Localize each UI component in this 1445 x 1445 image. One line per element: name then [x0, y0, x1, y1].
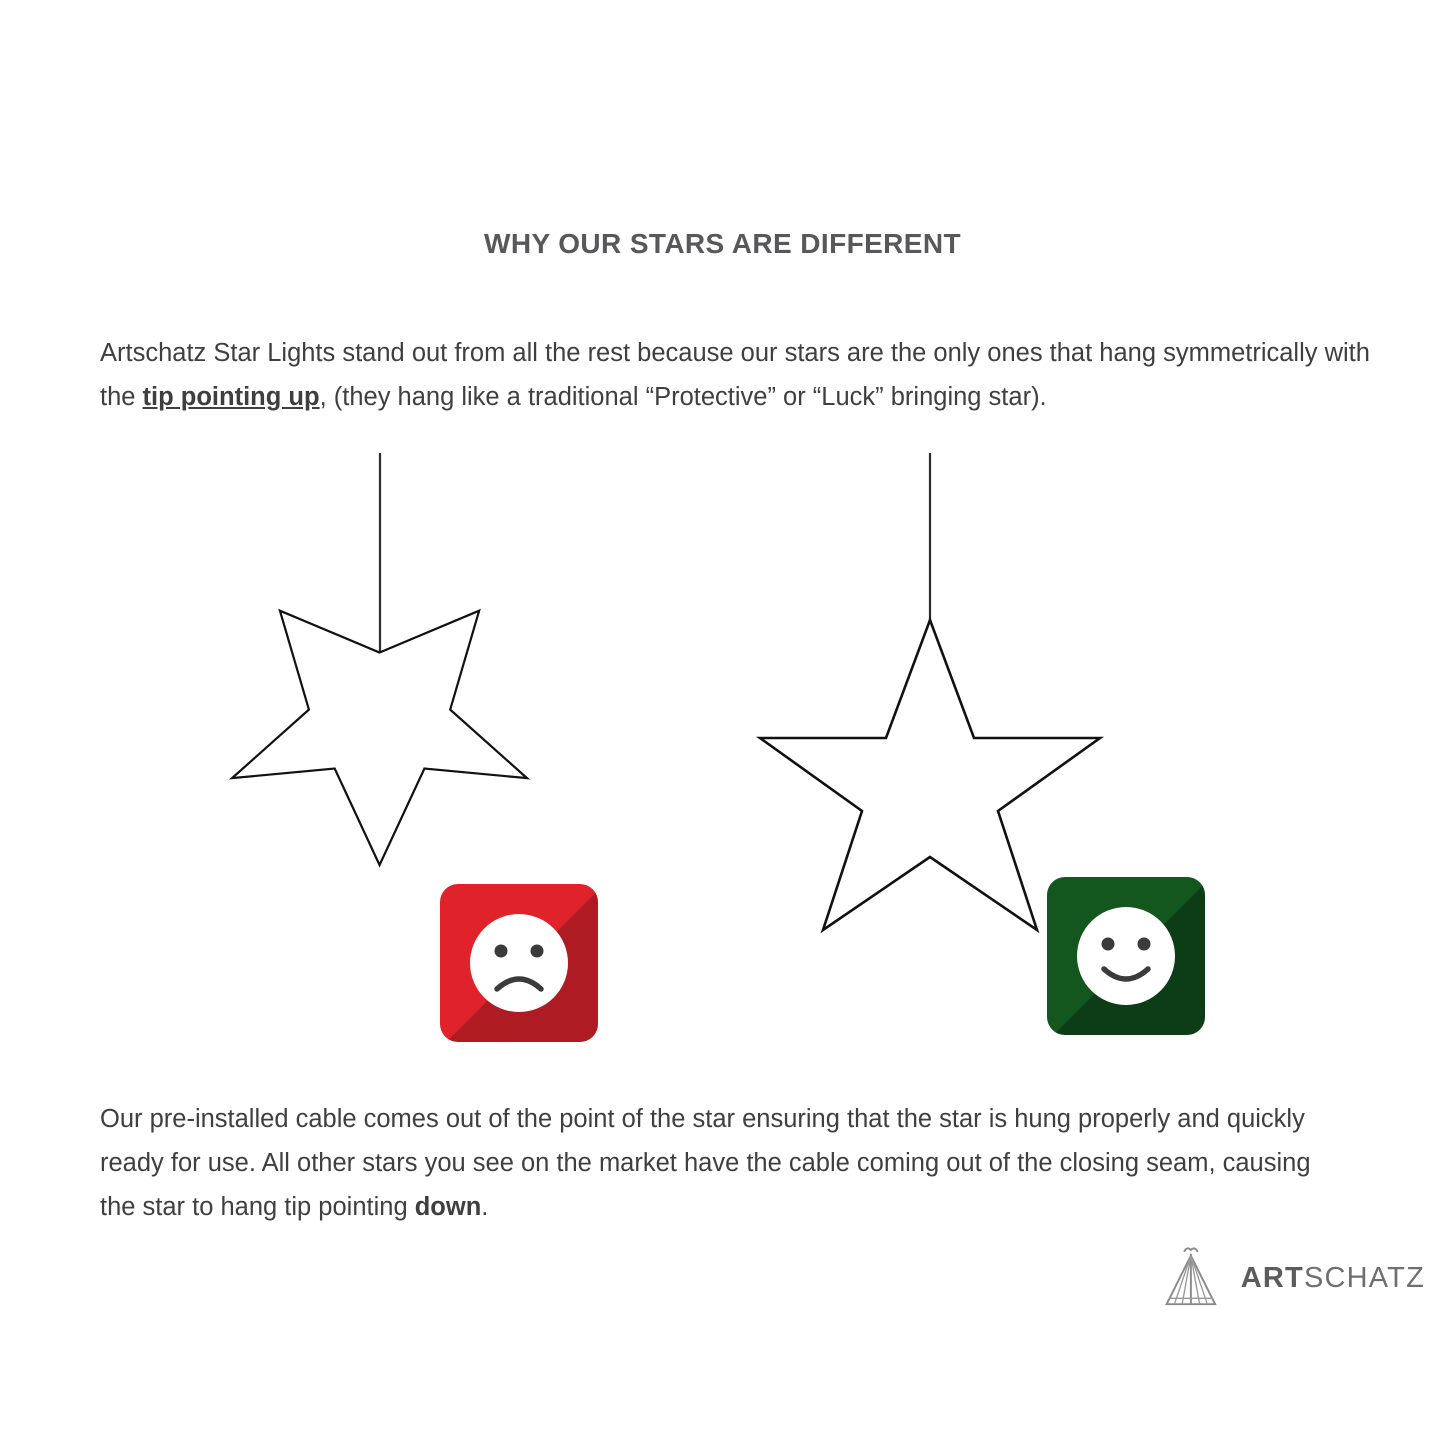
sad-face-badge — [440, 884, 598, 1042]
happy-face-badge — [1047, 877, 1205, 1035]
artschatz-star-mark-icon — [1155, 1243, 1227, 1313]
outro-text-part2: . — [481, 1192, 489, 1221]
star-hanging-tip-down-illustration — [190, 448, 570, 948]
happy-face-icon — [1047, 877, 1205, 1035]
brand-word-bold: ART — [1240, 1261, 1304, 1294]
intro-text-part1: Artschatz Star Lights stand out from all the rest because our stars are the only ones that hang symmetrically with the — [100, 339, 1370, 411]
intro-text-part2: , (they hang like a traditional “Protective” or “Luck” bringing star). — [319, 382, 1047, 411]
intro-paragraph — [100, 332, 1370, 420]
brand-word-light: SCHATZ — [1303, 1261, 1425, 1294]
intro-emphasis: tip pointing up — [142, 382, 320, 411]
outro-paragraph — [100, 1098, 1332, 1230]
page-title: WHY OUR STARS ARE DIFFERENT — [484, 228, 961, 259]
outro-text-part1: Our pre-installed cable comes out of the point of the star ensuring that the star is hung properly and quickly ready for use. All other stars you see on the market have the cable coming out of the closing seam, causing the star to hang tip pointing — [100, 1105, 1311, 1221]
brand-logo — [1155, 1238, 1425, 1318]
brand-wordmark — [1241, 1262, 1425, 1295]
comparison-figure — [0, 440, 1445, 1080]
sad-face-icon — [440, 884, 598, 1042]
star-hanging-tip-up-illustration — [740, 448, 1120, 948]
outro-emphasis: down — [414, 1192, 482, 1221]
